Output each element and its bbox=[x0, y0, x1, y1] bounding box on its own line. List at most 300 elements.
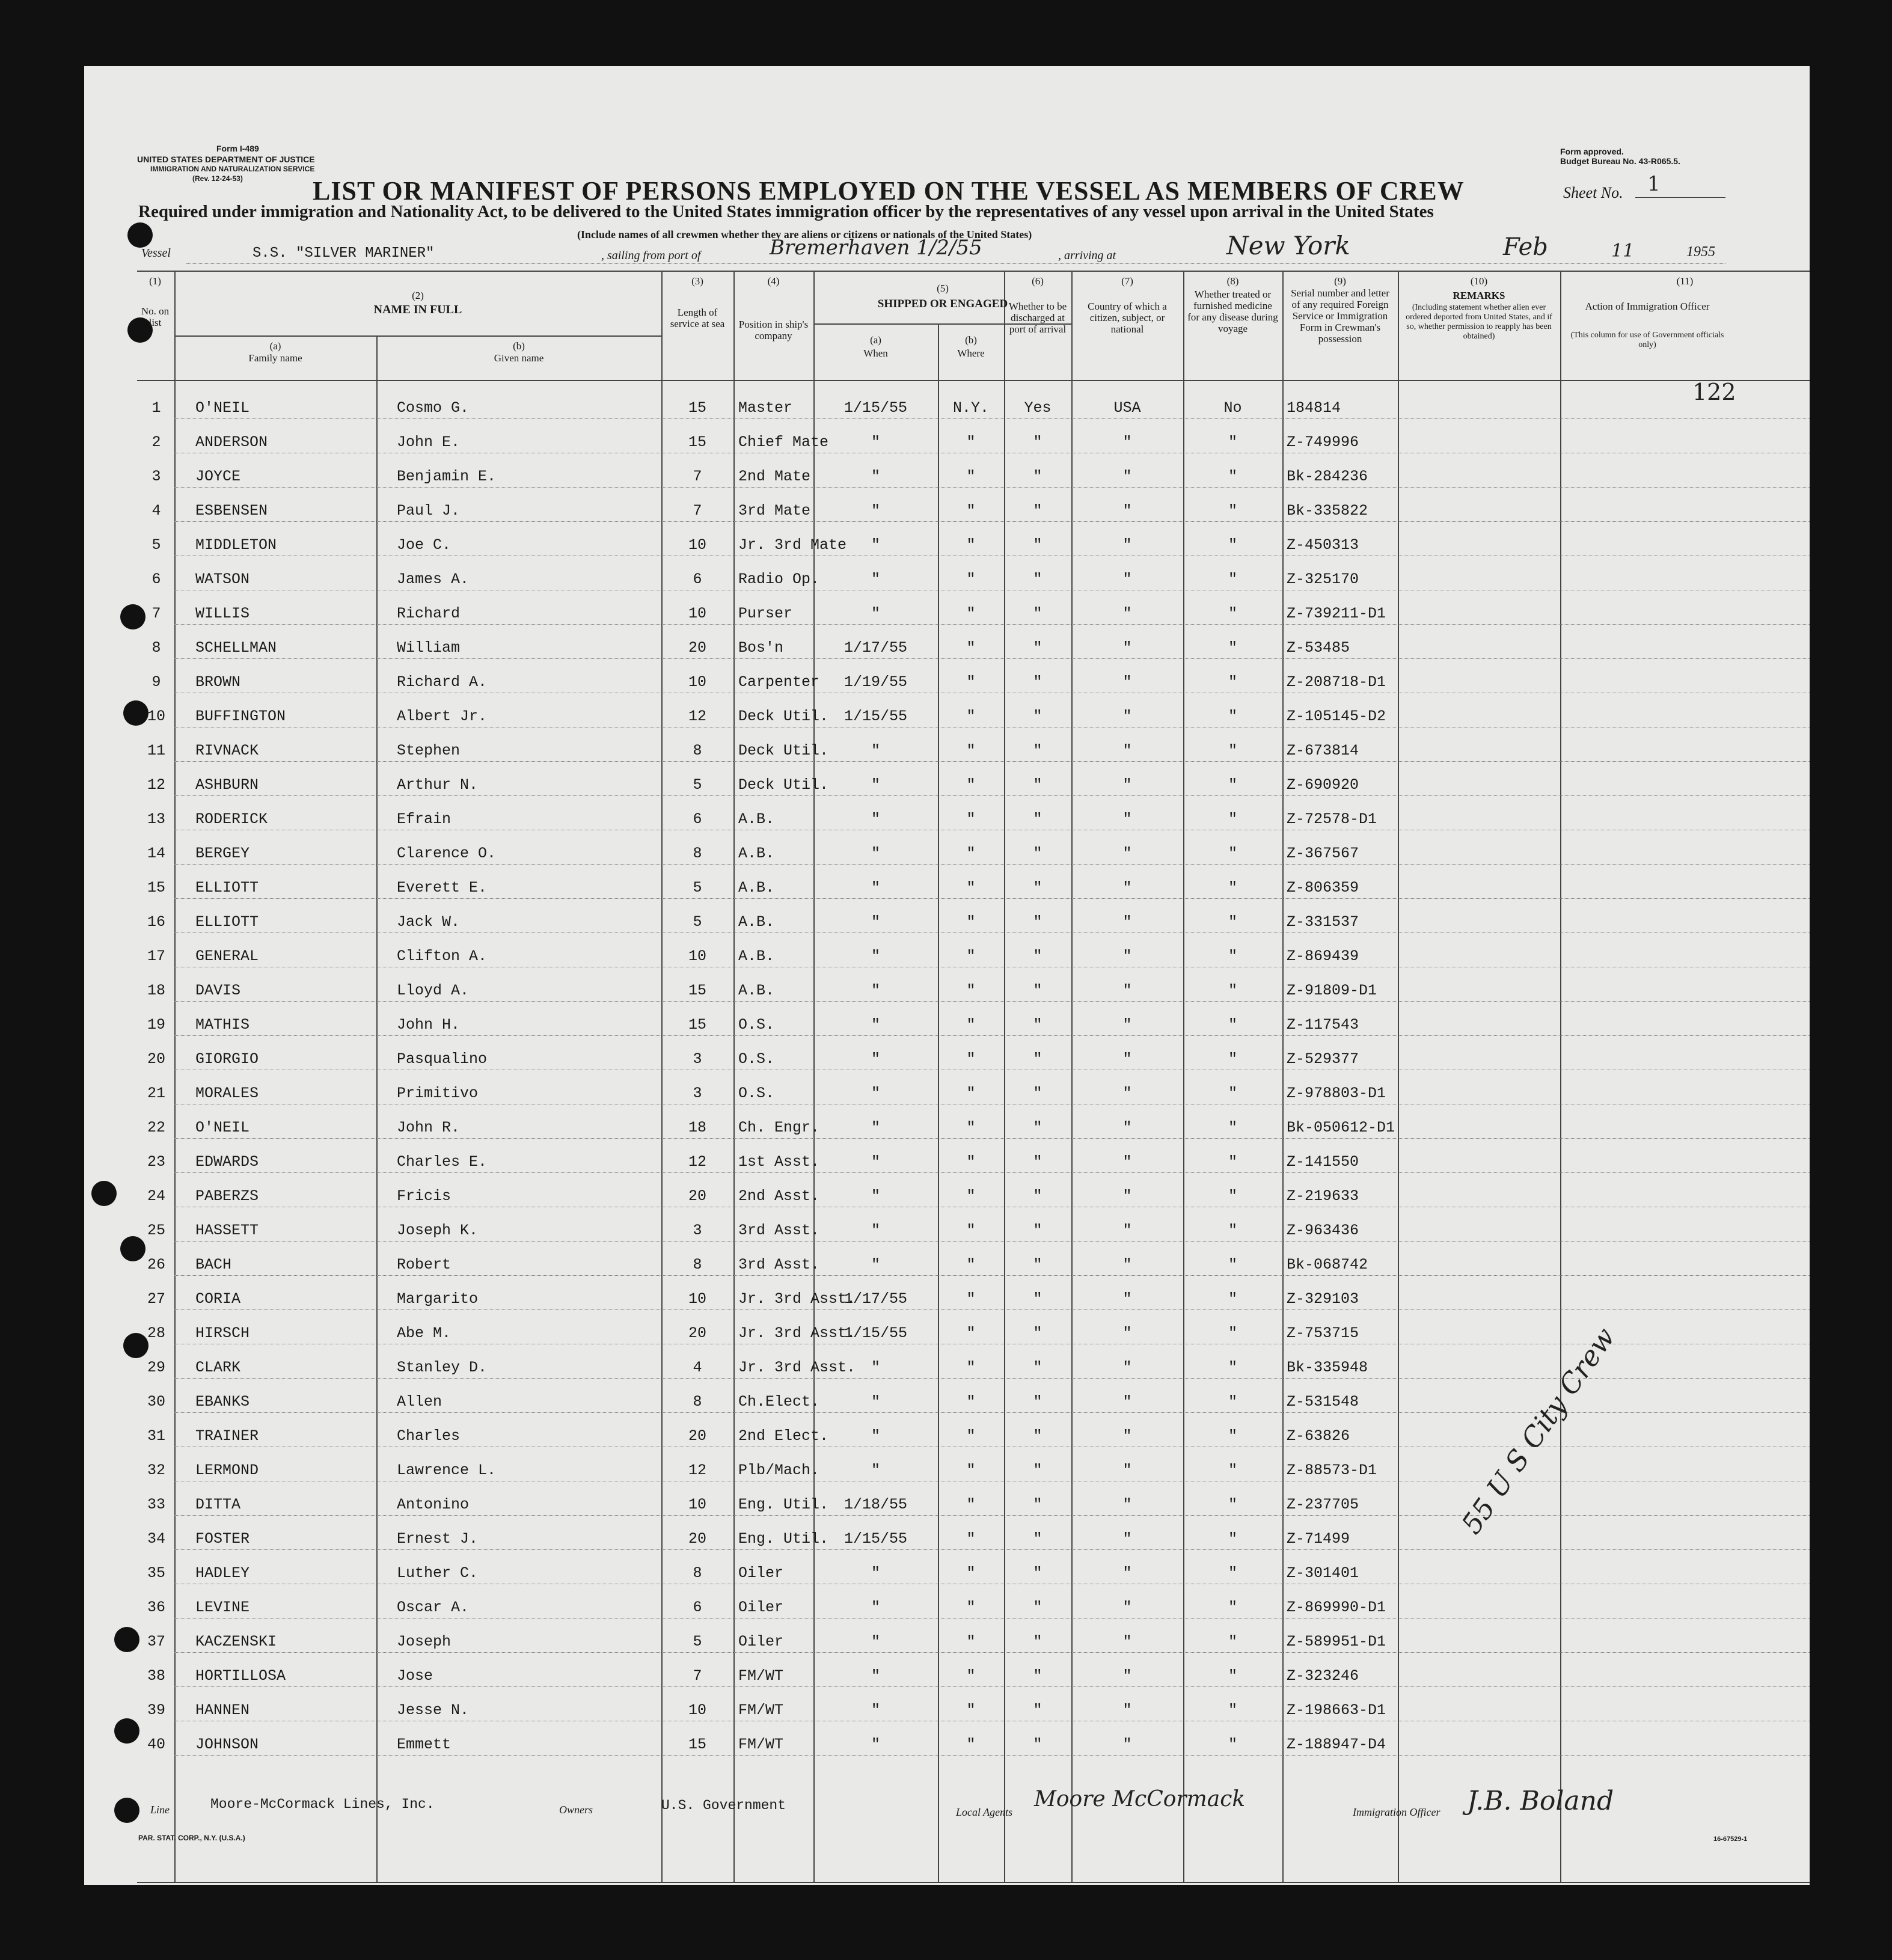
crew-service: 5 bbox=[693, 879, 702, 896]
crew-service: 20 bbox=[688, 1427, 706, 1445]
crew-serial: Bk-335822 bbox=[1287, 502, 1368, 519]
crew-family: EBANKS bbox=[195, 1393, 250, 1410]
crew-serial: Z-367567 bbox=[1287, 845, 1359, 862]
crew-service: 8 bbox=[693, 1393, 702, 1410]
crew-serial: Z-589951-D1 bbox=[1287, 1633, 1386, 1650]
col7-label: Country of which a citizen, subject, or national bbox=[1088, 301, 1167, 335]
budget-bureau: Budget Bureau No. 43-R065.5. bbox=[1560, 156, 1680, 166]
agents-label: Local Agents bbox=[956, 1806, 1013, 1818]
crew-no: 32 bbox=[147, 1462, 165, 1479]
crew-given: Stanley D. bbox=[397, 1359, 488, 1376]
line-value: Moore-McCormack Lines, Inc. bbox=[210, 1796, 435, 1812]
col10-label: REMARKS bbox=[1453, 290, 1505, 301]
crew-family: DITTA bbox=[195, 1496, 241, 1513]
crew-medicine: " bbox=[1228, 776, 1237, 794]
crew-given: Margarito bbox=[397, 1290, 479, 1308]
crew-position: 1st Asst. bbox=[738, 1153, 820, 1171]
crew-country: " bbox=[1122, 502, 1132, 519]
crew-when: " bbox=[871, 1736, 880, 1753]
crew-given: John R. bbox=[397, 1119, 461, 1136]
arriving-label: , arriving at bbox=[1058, 249, 1116, 262]
crew-where: " bbox=[966, 502, 976, 519]
crew-when: " bbox=[871, 1564, 880, 1582]
crew-discharge: " bbox=[1033, 1256, 1042, 1273]
crew-position: A.B. bbox=[738, 982, 775, 999]
crew-serial: Z-53485 bbox=[1287, 639, 1350, 657]
crew-given: Joe C. bbox=[397, 536, 452, 554]
crew-where: " bbox=[966, 536, 976, 554]
crew-where: " bbox=[966, 1701, 976, 1719]
crew-medicine: " bbox=[1228, 571, 1237, 588]
crew-where: " bbox=[966, 1325, 976, 1342]
line-label: Line bbox=[150, 1804, 170, 1816]
crew-row bbox=[84, 1516, 1810, 1550]
vessel-label: Vessel bbox=[141, 247, 171, 260]
crew-medicine: " bbox=[1228, 1290, 1237, 1308]
crew-given: Jose bbox=[397, 1667, 433, 1685]
crew-row bbox=[84, 899, 1810, 933]
crew-no: 14 bbox=[147, 845, 165, 862]
crew-discharge: " bbox=[1033, 1325, 1042, 1342]
punch-hole bbox=[127, 222, 153, 248]
crew-medicine: " bbox=[1228, 1256, 1237, 1273]
crew-given: Jack W. bbox=[397, 913, 461, 931]
crew-position: Eng. Util. bbox=[738, 1496, 829, 1513]
crew-when: 1/15/55 bbox=[843, 1530, 908, 1548]
crew-given: Lloyd A. bbox=[397, 982, 470, 999]
crew-service: 20 bbox=[688, 1530, 706, 1548]
col4-label: Position in ship's company bbox=[738, 319, 809, 341]
crew-discharge: " bbox=[1033, 502, 1042, 519]
crew-position: 3rd Asst. bbox=[738, 1222, 820, 1239]
col10-num: (10) bbox=[1470, 275, 1488, 287]
crew-family: MORALES bbox=[195, 1085, 259, 1102]
crew-given: Efrain bbox=[397, 810, 452, 828]
crew-when: " bbox=[871, 1359, 880, 1376]
crew-when: " bbox=[871, 1462, 880, 1479]
crew-discharge: " bbox=[1033, 468, 1042, 485]
crew-when: " bbox=[871, 1085, 880, 1102]
crew-service: 12 bbox=[688, 1462, 706, 1479]
crew-discharge: " bbox=[1033, 1599, 1042, 1616]
crew-where: " bbox=[966, 913, 976, 931]
crew-discharge: " bbox=[1033, 948, 1042, 965]
crew-position: Deck Util. bbox=[738, 742, 829, 759]
col4-num: (4) bbox=[767, 275, 780, 287]
crew-no: 36 bbox=[147, 1599, 165, 1616]
crew-where: " bbox=[966, 1393, 976, 1410]
crew-given: Ernest J. bbox=[397, 1530, 479, 1548]
crew-service: 12 bbox=[688, 708, 706, 725]
crew-where: " bbox=[966, 948, 976, 965]
crew-medicine: " bbox=[1228, 1564, 1237, 1582]
crew-no: 22 bbox=[147, 1119, 165, 1136]
crew-given: Clarence O. bbox=[397, 845, 497, 862]
crew-when: " bbox=[871, 1701, 880, 1719]
crew-position: 2nd Mate bbox=[738, 468, 811, 485]
col9-num: (9) bbox=[1334, 275, 1346, 287]
crew-given: Stephen bbox=[397, 742, 461, 759]
crew-country: " bbox=[1122, 1462, 1132, 1479]
crew-given: Luther C. bbox=[397, 1564, 479, 1582]
crew-position: Carpenter bbox=[738, 673, 820, 691]
crew-medicine: " bbox=[1228, 1393, 1237, 1410]
crew-given: Joseph K. bbox=[397, 1222, 479, 1239]
crew-family: RIVNACK bbox=[195, 742, 259, 759]
crew-discharge: " bbox=[1033, 845, 1042, 862]
crew-row bbox=[84, 1584, 1810, 1619]
crew-family: GENERAL bbox=[195, 948, 259, 965]
crew-position: Ch. Engr. bbox=[738, 1119, 820, 1136]
crew-country: " bbox=[1122, 913, 1132, 931]
owners-value: U.S. Government bbox=[661, 1798, 786, 1813]
crew-service: 10 bbox=[688, 1496, 706, 1513]
col5-label: SHIPPED OR ENGAGED bbox=[877, 298, 1008, 310]
crew-row bbox=[84, 1207, 1810, 1242]
crew-where: " bbox=[966, 1290, 976, 1308]
crew-discharge: " bbox=[1033, 1050, 1042, 1068]
crew-row bbox=[84, 1653, 1810, 1687]
crew-medicine: " bbox=[1228, 948, 1237, 965]
crew-when: 1/17/55 bbox=[843, 1290, 908, 1308]
crew-service: 8 bbox=[693, 1256, 702, 1273]
sheet-label: Sheet No. bbox=[1563, 184, 1623, 201]
crew-country: " bbox=[1122, 1153, 1132, 1171]
col2-label: NAME IN FULL bbox=[373, 303, 462, 316]
crew-when: " bbox=[871, 1256, 880, 1273]
crew-medicine: " bbox=[1228, 536, 1237, 554]
crew-no: 23 bbox=[147, 1153, 165, 1171]
crew-no: 4 bbox=[152, 502, 161, 519]
crew-row bbox=[84, 1550, 1810, 1584]
crew-when: " bbox=[871, 502, 880, 519]
crew-row bbox=[84, 1481, 1810, 1516]
form-number: Form I-489 bbox=[216, 144, 259, 153]
crew-position: Deck Util. bbox=[738, 708, 829, 725]
crew-position: 2nd Elect. bbox=[738, 1427, 829, 1445]
crew-family: CORIA bbox=[195, 1290, 241, 1308]
crew-position: 3rd Mate bbox=[738, 502, 811, 519]
arrival-year: 1955 bbox=[1686, 244, 1715, 260]
crew-where: " bbox=[966, 639, 976, 657]
crew-position: Purser bbox=[738, 605, 793, 622]
col2a-num: (a) bbox=[269, 340, 281, 352]
crew-serial: Z-753715 bbox=[1287, 1325, 1359, 1342]
crew-family: ELLIOTT bbox=[195, 913, 259, 931]
crew-family: MATHIS bbox=[195, 1016, 250, 1034]
crew-given: Arthur N. bbox=[397, 776, 479, 794]
crew-when: " bbox=[871, 1222, 880, 1239]
crew-serial: Z-105145-D2 bbox=[1287, 708, 1386, 725]
crew-no: 17 bbox=[147, 948, 165, 965]
sheet-number: 1 bbox=[1647, 172, 1661, 196]
crew-medicine: " bbox=[1228, 708, 1237, 725]
crew-when: " bbox=[871, 1050, 880, 1068]
crew-service: 8 bbox=[693, 742, 702, 759]
crew-when: " bbox=[871, 776, 880, 794]
crew-service: 4 bbox=[693, 1359, 702, 1376]
crew-when: " bbox=[871, 879, 880, 896]
crew-discharge: " bbox=[1033, 1667, 1042, 1685]
crew-when: " bbox=[871, 1119, 880, 1136]
crew-no: 20 bbox=[147, 1050, 165, 1068]
crew-family: KACZENSKI bbox=[195, 1633, 277, 1650]
col3-num: (3) bbox=[691, 275, 703, 287]
col11-num: (11) bbox=[1676, 275, 1694, 287]
crew-family: PABERZS bbox=[195, 1187, 259, 1205]
crew-no: 25 bbox=[147, 1222, 165, 1239]
crew-position: Oiler bbox=[738, 1633, 784, 1650]
dept-line-1: UNITED STATES DEPARTMENT OF JUSTICE bbox=[137, 155, 315, 164]
crew-service: 6 bbox=[693, 810, 702, 828]
crew-no: 10 bbox=[147, 708, 165, 725]
crew-position: O.S. bbox=[738, 1016, 775, 1034]
side-note: 55 U S City Crew bbox=[1455, 1321, 1621, 1540]
crew-where: " bbox=[966, 673, 976, 691]
crew-row bbox=[84, 1139, 1810, 1173]
crew-discharge: " bbox=[1033, 571, 1042, 588]
crew-family: HORTILLOSA bbox=[195, 1667, 286, 1685]
crew-when: " bbox=[871, 1667, 880, 1685]
crew-given: Lawrence L. bbox=[397, 1462, 497, 1479]
crew-row bbox=[84, 625, 1810, 659]
crew-where: " bbox=[966, 1016, 976, 1034]
crew-service: 7 bbox=[693, 468, 702, 485]
crew-country: " bbox=[1122, 1050, 1132, 1068]
crew-country: " bbox=[1122, 1530, 1132, 1548]
crew-country: " bbox=[1122, 536, 1132, 554]
crew-service: 6 bbox=[693, 1599, 702, 1616]
crew-serial: Z-188947-D4 bbox=[1287, 1736, 1386, 1753]
crew-family: TRAINER bbox=[195, 1427, 259, 1445]
crew-given: James A. bbox=[397, 571, 470, 588]
crew-given: John E. bbox=[397, 433, 461, 451]
crew-when: " bbox=[871, 742, 880, 759]
crew-medicine: " bbox=[1228, 879, 1237, 896]
crew-discharge: " bbox=[1033, 1119, 1042, 1136]
crew-serial: 184814 bbox=[1287, 399, 1341, 417]
col9-label: Serial number and letter of any required Foreign Service or Immigration Form in Crewman's possession bbox=[1291, 287, 1389, 345]
crew-discharge: " bbox=[1033, 1633, 1042, 1650]
crew-no: 31 bbox=[147, 1427, 165, 1445]
crew-table-body bbox=[84, 385, 1810, 1768]
crew-medicine: " bbox=[1228, 982, 1237, 999]
crew-discharge: " bbox=[1033, 1222, 1042, 1239]
crew-medicine: " bbox=[1228, 468, 1237, 485]
crew-medicine: " bbox=[1228, 1153, 1237, 1171]
crew-when: " bbox=[871, 810, 880, 828]
col8-num: (8) bbox=[1226, 275, 1239, 287]
crew-serial: Z-749996 bbox=[1287, 433, 1359, 451]
crew-where: " bbox=[966, 776, 976, 794]
crew-position: 3rd Asst. bbox=[738, 1256, 820, 1273]
dept-line-3: (Rev. 12-24-53) bbox=[192, 174, 243, 183]
crew-no: 7 bbox=[152, 605, 161, 622]
crew-row bbox=[84, 1310, 1810, 1344]
crew-country: " bbox=[1122, 1633, 1132, 1650]
crew-medicine: " bbox=[1228, 1496, 1237, 1513]
crew-country: " bbox=[1122, 845, 1132, 862]
crew-no: 27 bbox=[147, 1290, 165, 1308]
crew-serial: Z-529377 bbox=[1287, 1050, 1359, 1068]
crew-service: 10 bbox=[688, 673, 706, 691]
crew-country: " bbox=[1122, 708, 1132, 725]
crew-when: " bbox=[871, 1427, 880, 1445]
col5b-num: (b) bbox=[965, 334, 977, 346]
crew-no: 26 bbox=[147, 1256, 165, 1273]
crew-position: 2nd Asst. bbox=[738, 1187, 820, 1205]
crew-discharge: " bbox=[1033, 1085, 1042, 1102]
crew-position: Oiler bbox=[738, 1599, 784, 1616]
crew-no: 30 bbox=[147, 1393, 165, 1410]
crew-country: " bbox=[1122, 1427, 1132, 1445]
crew-row bbox=[84, 865, 1810, 899]
crew-when: " bbox=[871, 1393, 880, 1410]
crew-country: " bbox=[1122, 1564, 1132, 1582]
arrival-month: Feb bbox=[1503, 233, 1548, 261]
crew-country: " bbox=[1122, 1187, 1132, 1205]
crew-where: " bbox=[966, 468, 976, 485]
crew-when: " bbox=[871, 1187, 880, 1205]
crew-serial: Z-91809-D1 bbox=[1287, 982, 1377, 999]
crew-serial: Z-450313 bbox=[1287, 536, 1359, 554]
crew-service: 15 bbox=[688, 1016, 706, 1034]
crew-family: ANDERSON bbox=[195, 433, 268, 451]
crew-no: 18 bbox=[147, 982, 165, 999]
crew-family: O'NEIL bbox=[195, 399, 250, 417]
crew-medicine: " bbox=[1228, 1222, 1237, 1239]
col2-num: (2) bbox=[412, 290, 424, 301]
col2a-label: Family name bbox=[248, 352, 302, 364]
count-mark: 122 bbox=[1692, 379, 1736, 405]
crew-country: " bbox=[1122, 1085, 1132, 1102]
crew-country: " bbox=[1122, 1256, 1132, 1273]
crew-serial: Z-869990-D1 bbox=[1287, 1599, 1386, 1616]
crew-service: 12 bbox=[688, 1153, 706, 1171]
crew-discharge: " bbox=[1033, 1701, 1042, 1719]
crew-when: " bbox=[871, 605, 880, 622]
crew-where: " bbox=[966, 1119, 976, 1136]
crew-row bbox=[84, 1104, 1810, 1139]
crew-row bbox=[84, 1447, 1810, 1481]
crew-where: " bbox=[966, 1530, 976, 1548]
crew-medicine: " bbox=[1228, 673, 1237, 691]
crew-medicine: " bbox=[1228, 1599, 1237, 1616]
crew-row bbox=[84, 1619, 1810, 1653]
crew-where: " bbox=[966, 982, 976, 999]
crew-discharge: " bbox=[1033, 673, 1042, 691]
crew-country: " bbox=[1122, 1325, 1132, 1342]
crew-row bbox=[84, 933, 1810, 967]
crew-given: William bbox=[397, 639, 461, 657]
crew-position: O.S. bbox=[738, 1085, 775, 1102]
crew-no: 29 bbox=[147, 1359, 165, 1376]
crew-when: 1/15/55 bbox=[843, 1325, 908, 1342]
crew-serial: Z-141550 bbox=[1287, 1153, 1359, 1171]
dept-line-2: IMMIGRATION AND NATURALIZATION SERVICE bbox=[150, 165, 315, 173]
crew-service: 15 bbox=[688, 982, 706, 999]
crew-where: " bbox=[966, 1462, 976, 1479]
crew-discharge: Yes bbox=[1024, 399, 1052, 417]
crew-when: " bbox=[871, 948, 880, 965]
crew-given: John H. bbox=[397, 1016, 461, 1034]
crew-position: A.B. bbox=[738, 810, 775, 828]
crew-when: " bbox=[871, 468, 880, 485]
crew-row bbox=[84, 1687, 1810, 1721]
crew-discharge: " bbox=[1033, 982, 1042, 999]
crew-medicine: " bbox=[1228, 1736, 1237, 1753]
crew-where: " bbox=[966, 1667, 976, 1685]
crew-family: BROWN bbox=[195, 673, 241, 691]
crew-row bbox=[84, 488, 1810, 522]
crew-serial: Z-117543 bbox=[1287, 1016, 1359, 1034]
crew-no: 15 bbox=[147, 879, 165, 896]
crew-family: SCHELLMAN bbox=[195, 639, 277, 657]
crew-when: " bbox=[871, 982, 880, 999]
col6-label: Whether to be discharged at port of arrival bbox=[1008, 301, 1067, 335]
crew-position: FM/WT bbox=[738, 1701, 784, 1719]
crew-when: 1/18/55 bbox=[843, 1496, 908, 1513]
crew-service: 6 bbox=[693, 571, 702, 588]
crew-no: 34 bbox=[147, 1530, 165, 1548]
col11-label: Action of Immigration Officer bbox=[1585, 301, 1710, 312]
crew-country: " bbox=[1122, 468, 1132, 485]
crew-row bbox=[84, 1002, 1810, 1036]
crew-given: Pasqualino bbox=[397, 1050, 488, 1068]
crew-given: Antonino bbox=[397, 1496, 470, 1513]
crew-service: 3 bbox=[693, 1050, 702, 1068]
crew-given: Jesse N. bbox=[397, 1701, 470, 1719]
crew-where: " bbox=[966, 810, 976, 828]
arrival-day: 11 bbox=[1611, 240, 1635, 262]
crew-country: " bbox=[1122, 1599, 1132, 1616]
crew-no: 8 bbox=[152, 639, 161, 657]
arriving-port: New York bbox=[1226, 231, 1350, 260]
crew-when: 1/17/55 bbox=[843, 639, 908, 657]
crew-serial: Z-219633 bbox=[1287, 1187, 1359, 1205]
crew-medicine: " bbox=[1228, 1667, 1237, 1685]
crew-no: 16 bbox=[147, 913, 165, 931]
col5-num: (5) bbox=[937, 283, 949, 294]
crew-given: Richard A. bbox=[397, 673, 488, 691]
agents-signature: Moore McCormack bbox=[1034, 1787, 1246, 1811]
crew-discharge: " bbox=[1033, 605, 1042, 622]
crew-medicine: " bbox=[1228, 1462, 1237, 1479]
crew-family: EDWARDS bbox=[195, 1153, 259, 1171]
crew-given: Fricis bbox=[397, 1187, 452, 1205]
crew-discharge: " bbox=[1033, 879, 1042, 896]
col1-num: (1) bbox=[149, 275, 161, 287]
crew-where: N.Y. bbox=[952, 399, 989, 417]
crew-medicine: " bbox=[1228, 1050, 1237, 1068]
crew-country: " bbox=[1122, 982, 1132, 999]
crew-service: 15 bbox=[688, 433, 706, 451]
crew-where: " bbox=[966, 845, 976, 862]
crew-where: " bbox=[966, 742, 976, 759]
col2b-label: Given name bbox=[494, 352, 544, 364]
crew-when: 1/19/55 bbox=[843, 673, 908, 691]
crew-country: " bbox=[1122, 879, 1132, 896]
crew-when: " bbox=[871, 571, 880, 588]
crew-position: Jr. 3rd Mate bbox=[738, 536, 847, 554]
crew-serial: Z-331537 bbox=[1287, 913, 1359, 931]
crew-family: BERGEY bbox=[195, 845, 250, 862]
crew-serial: Z-71499 bbox=[1287, 1530, 1350, 1548]
crew-family: HADLEY bbox=[195, 1564, 250, 1582]
crew-no: 13 bbox=[147, 810, 165, 828]
crew-position: A.B. bbox=[738, 879, 775, 896]
crew-given: Charles E. bbox=[397, 1153, 488, 1171]
